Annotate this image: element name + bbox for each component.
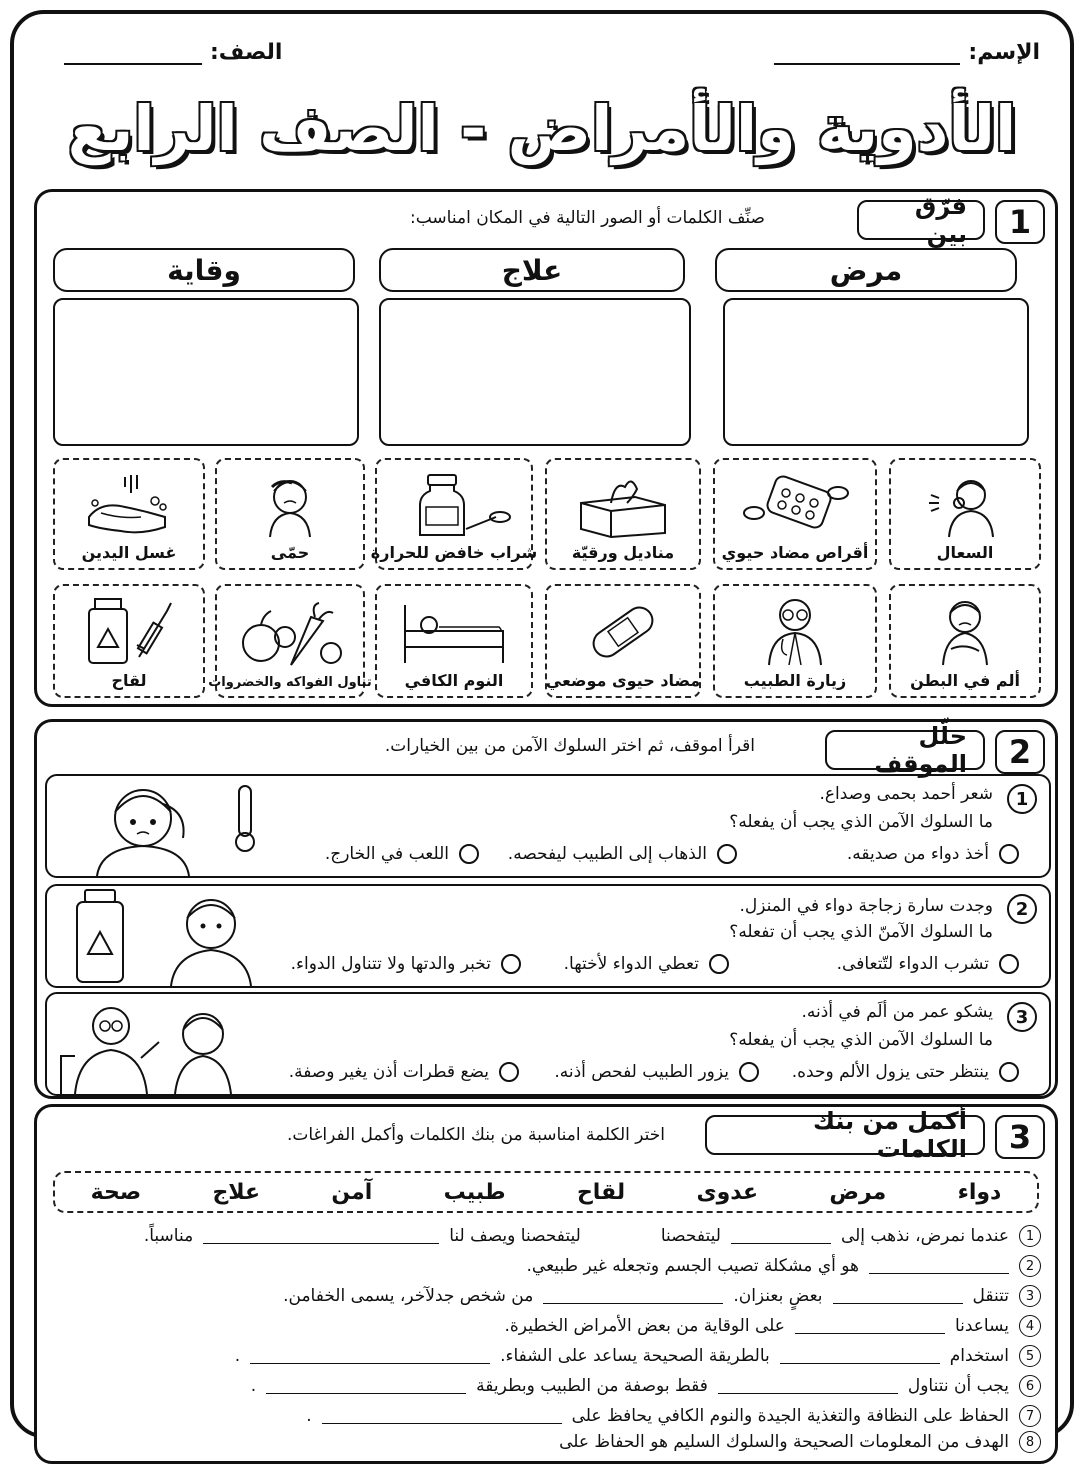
- student-info-row: [14, 40, 1070, 80]
- option-label: تخبر والدتها ولا تتناول الدواء.: [290, 954, 491, 974]
- category-disease-header: مرض: [715, 248, 1017, 292]
- sentence-number: 6: [1019, 1375, 1041, 1397]
- option-3[interactable]: [289, 1062, 519, 1082]
- category-prevention-header: وقاية: [53, 248, 355, 292]
- question-prompt: ما السلوك الآمن الذي يجب أن يفعله؟: [729, 812, 993, 832]
- sentence-number: 3: [1019, 1285, 1041, 1307]
- bandage-icon: [578, 597, 668, 667]
- medicine-bottle-boy-icon: [71, 888, 271, 986]
- card-stomach-ache[interactable]: [889, 584, 1041, 698]
- section-instruction: اختر الكلمة امناسبة من بنك الكلمات وأكمل الفراغات.: [286, 1125, 665, 1145]
- radio-button[interactable]: [709, 954, 729, 974]
- washing-hands-icon: [81, 473, 177, 539]
- blank-input[interactable]: [322, 1408, 562, 1424]
- doctor-icon: [755, 595, 835, 667]
- name-field[interactable]: [774, 40, 1040, 65]
- fever-boy-icon: [250, 473, 330, 539]
- fruits-vegetables-icon: [235, 601, 345, 671]
- sentence-text: على الوقاية من بعض الأمراض الخطيرة.: [504, 1316, 785, 1336]
- radio-button[interactable]: [499, 1062, 519, 1082]
- word-bank-item[interactable]: صحة: [90, 1179, 142, 1205]
- radio-button[interactable]: [501, 954, 521, 974]
- class-blank[interactable]: [64, 41, 202, 65]
- class-label: الصف:: [210, 40, 283, 65]
- radio-button[interactable]: [999, 954, 1019, 974]
- section-instruction: اقرأ اموقف، ثم اختر السلوك الآمن من بين الخيارات.: [384, 736, 755, 756]
- card-tissues[interactable]: [545, 458, 701, 570]
- blank-input[interactable]: [543, 1288, 723, 1304]
- sentence-text: فقط بوصفة من الطبيب وبطريقة: [476, 1376, 708, 1396]
- sentence-text: الحفاظ على النظافة والتغذية الجيدة والنوم الكافي يحافظ على: [571, 1406, 1009, 1426]
- card-label: السعال: [936, 543, 994, 562]
- card-topical-antibiotic[interactable]: [545, 584, 701, 698]
- coughing-boy-icon: [925, 473, 1005, 539]
- question-3: [45, 992, 1051, 1096]
- sentence-number: 8: [1019, 1431, 1041, 1453]
- sentence-text: .: [250, 1376, 257, 1396]
- card-label: تناول الفواكه والخضروات: [208, 675, 372, 690]
- sentence-text: .: [306, 1406, 312, 1426]
- sentence-1: [144, 1225, 1041, 1247]
- radio-button[interactable]: [739, 1062, 759, 1082]
- question-1: [45, 774, 1051, 878]
- word-bank-item[interactable]: طبيب: [443, 1179, 506, 1205]
- question-number: 2: [1007, 894, 1037, 924]
- vaccine-syringe-icon: [81, 597, 177, 667]
- sentence-text: يساعدنا: [954, 1316, 1009, 1336]
- category-disease-box[interactable]: [723, 298, 1029, 446]
- option-label: اللعب في الخارج.: [324, 844, 449, 864]
- card-hand-washing[interactable]: [53, 458, 205, 570]
- pills-blister-icon: [740, 473, 850, 539]
- option-2[interactable]: [564, 954, 729, 974]
- sentence-text: ليتفحصنا: [660, 1226, 721, 1246]
- section-analyze: [34, 719, 1058, 1099]
- sentence-6: [251, 1375, 1041, 1397]
- sentence-text: بالطريقة الصحيحة يساعد على الشفاء.: [500, 1346, 770, 1366]
- category-prevention-box[interactable]: [53, 298, 359, 446]
- card-label: حمّى: [270, 543, 310, 562]
- card-fever-syrup[interactable]: [370, 458, 538, 570]
- sentence-number: 4: [1019, 1315, 1041, 1337]
- section-title: فرّق بين: [857, 200, 985, 240]
- section-complete: [34, 1104, 1058, 1464]
- sentence-text: هو أي مشكلة تصيب الجسم وتجعله غير طبيعي.: [526, 1256, 859, 1276]
- stomach-ache-boy-icon: [925, 597, 1005, 667]
- question-scenario: وجدت سارة زجاجة دواء في المنزل.: [739, 896, 993, 916]
- sentence-text: عندما نمرض، نذهب إلى: [840, 1226, 1009, 1246]
- sentence-5: [235, 1345, 1041, 1367]
- card-antibiotic-pills[interactable]: [713, 458, 877, 570]
- category-treatment-box[interactable]: [379, 298, 691, 446]
- question-2: [45, 884, 1051, 988]
- worksheet-page: [10, 10, 1074, 1452]
- card-label: لقاح: [111, 671, 147, 690]
- tissue-box-icon: [575, 473, 671, 539]
- question-scenario: يشكو عمر من ألَم في أذنه.: [801, 1002, 993, 1022]
- option-label: ينتظر حتى يزول الألم وحده.: [791, 1062, 989, 1082]
- option-1[interactable]: [847, 844, 1019, 864]
- doctor-patient-icon: [55, 996, 255, 1094]
- sentence-2: [527, 1255, 1041, 1277]
- sentence-text: استخدام: [949, 1346, 1009, 1366]
- question-scenario: شعر أحمد بحمى وصداع.: [819, 784, 993, 804]
- blank-input[interactable]: [718, 1378, 898, 1394]
- option-label: يزور الطبيب لفحص أذنه.: [554, 1062, 729, 1082]
- sentence-text: من شخص جدلآخر، يسمى الخفامن.: [283, 1286, 534, 1306]
- card-label: ألم في البطن: [910, 671, 1020, 690]
- radio-button[interactable]: [999, 844, 1019, 864]
- sick-boy-thermometer-icon: [67, 778, 267, 876]
- option-2[interactable]: [508, 844, 737, 864]
- question-number: 1: [1007, 784, 1037, 814]
- sentence-text: ليتفحصنا ويصف لنا: [449, 1226, 581, 1246]
- sentence-text: الهدف من المعلومات الصحيحة والسلوك السليم هو الحفاظ على: [559, 1432, 1009, 1452]
- option-3[interactable]: [291, 954, 521, 974]
- blank-input[interactable]: [203, 1228, 439, 1244]
- name-blank[interactable]: [774, 41, 960, 65]
- section-title: أكمل من بنك الكلمات: [705, 1115, 985, 1155]
- card-fever[interactable]: [215, 458, 365, 570]
- sentence-text: يجب أن نتناول: [907, 1376, 1009, 1396]
- word-bank-item[interactable]: مرض: [829, 1179, 887, 1205]
- option-1[interactable]: [792, 1062, 1019, 1082]
- card-doctor-visit[interactable]: [713, 584, 877, 698]
- card-vaccine[interactable]: [53, 584, 205, 698]
- blank-input[interactable]: [250, 1348, 490, 1364]
- sentence-8: [559, 1431, 1041, 1453]
- card-label: النوم الكافي: [404, 671, 504, 690]
- section-classify: [34, 189, 1058, 707]
- blank-input[interactable]: [833, 1288, 963, 1304]
- sentence-number: 2: [1019, 1255, 1041, 1277]
- card-enough-sleep[interactable]: [375, 584, 533, 698]
- syrup-bottle-icon: [394, 473, 514, 539]
- word-bank-item[interactable]: آمن: [331, 1179, 373, 1205]
- sentence-text: .: [234, 1346, 241, 1366]
- section-number: 2: [995, 730, 1045, 774]
- card-label: مضاد حيوى موضعي: [545, 671, 701, 690]
- option-label: تعطي الدواء لأختها.: [563, 954, 699, 974]
- option-label: تشرب الدواء لتّتعافى.: [836, 954, 989, 974]
- sleeping-bed-icon: [399, 597, 509, 667]
- radio-button[interactable]: [999, 1062, 1019, 1082]
- sentence-number: 1: [1019, 1225, 1041, 1247]
- option-label: أخذ دواء من صديقه.: [846, 844, 989, 864]
- question-number: 3: [1007, 1002, 1037, 1032]
- option-1[interactable]: [837, 954, 1019, 974]
- blank-input[interactable]: [731, 1228, 831, 1244]
- name-label: الإسم:: [968, 40, 1040, 65]
- radio-button[interactable]: [717, 844, 737, 864]
- card-label: غسل اليدين: [81, 543, 177, 562]
- sentence-4: [505, 1315, 1042, 1337]
- section-number: 3: [995, 1115, 1045, 1159]
- option-label: الذهاب إلى الطبيب ليفحصه.: [507, 844, 707, 864]
- sentence-7: [306, 1405, 1041, 1427]
- question-prompt: ما السلوك الآمن الذي يجب أن يفعله؟: [729, 1030, 993, 1050]
- sentence-number: 7: [1019, 1405, 1041, 1427]
- option-3[interactable]: [325, 844, 479, 864]
- card-label: أقراص مضاد حيوي: [721, 543, 869, 562]
- card-cough[interactable]: [889, 458, 1041, 570]
- word-bank-item[interactable]: لقاح: [576, 1179, 626, 1205]
- category-treatment-header: علاج: [379, 248, 685, 292]
- word-bank-item[interactable]: دواء: [957, 1179, 1002, 1205]
- sentence-3: [283, 1285, 1041, 1307]
- option-label: يضع قطرات أذن يغير وصفة.: [288, 1062, 489, 1082]
- word-bank-item[interactable]: علاج: [212, 1179, 261, 1205]
- section-title: حلّل الموقف: [825, 730, 985, 770]
- sentence-text: بعضٍ بعنزان.: [733, 1286, 823, 1306]
- option-2[interactable]: [554, 1062, 759, 1082]
- blank-input[interactable]: [869, 1258, 1009, 1274]
- card-label: زيارة الطبيب: [743, 671, 847, 690]
- sentence-number: 5: [1019, 1345, 1041, 1367]
- worksheet-title: الأدوية والأمراض - الصف الرابع: [67, 92, 1017, 165]
- card-label: مناديل ورقيّة: [571, 543, 675, 562]
- sentence-text: تتنقل: [972, 1286, 1009, 1306]
- blank-input[interactable]: [266, 1378, 466, 1394]
- radio-button[interactable]: [459, 844, 479, 864]
- card-fruits-vegetables[interactable]: [208, 584, 372, 698]
- section-number: 1: [995, 200, 1045, 244]
- class-field[interactable]: [64, 40, 282, 65]
- sentence-text: مناسباً.: [143, 1226, 194, 1246]
- word-bank: [53, 1171, 1039, 1213]
- card-label: شراب خافض للحرارة: [370, 543, 538, 562]
- section-instruction: صنِّف الكلمات أو الصور التالية في المكان امناسب:: [409, 208, 765, 228]
- question-prompt: ما السلوك الآمنّ الذي يجب أن تفعله؟: [729, 922, 993, 942]
- word-bank-item[interactable]: عدوى: [696, 1179, 759, 1205]
- blank-input[interactable]: [780, 1348, 940, 1364]
- blank-input[interactable]: [795, 1318, 945, 1334]
